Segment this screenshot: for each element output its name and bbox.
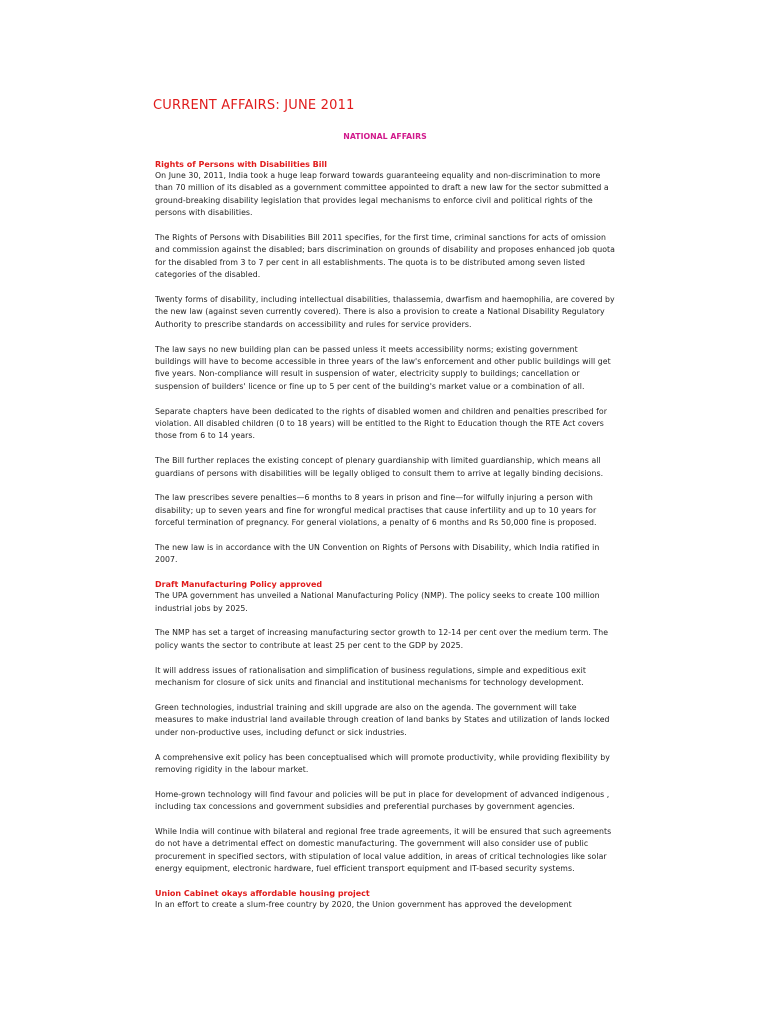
article-paragraph: The law prescribes severe penalties—6 months to 8 years in prison and fine—for wilfully injuring a person with disability; up to seven years and fine for wrongful medical practises that cause infertility and up to 10 years for forceful termination of pregnancy. For general violations, a penalty of 6 months and Rs 50,000 fine is proposed.	[155, 493, 597, 528]
section-heading: NATIONAL AFFAIRS	[343, 132, 427, 141]
article-paragraph: While India will continue with bilateral and regional free trade agreements, it will be ensured that such agreements do not have a detrimental effect on domestic manufacturing. The government will also consider use of public procurement in specified sectors, with stipulation of local value addition, in areas of critical technologies like solar energy equipment, electronic hardware, fuel efficient transport equipment and IT-based security systems.	[155, 826, 612, 874]
article-paragraph: On June 30, 2011, India took a huge leap forward towards guaranteeing equality and non-discrimination to more than 70 million of its disabled as a government committee appointed to draft a new law for the sector submitted a ground-breaking disability legislation that provides legal mechanisms to enforce civil and political rights of the persons with disabilities.	[155, 171, 609, 218]
article-paragraph: It will address issues of rationalisation and simplification of business regulations, simple and expeditious exit mechanism for closure of sick units and financial and institutional mechanisms for technology development.	[155, 665, 586, 688]
article-paragraph: Separate chapters have been dedicated to the rights of disabled women and children and penalties prescribed for violation. All disabled children (0 to 18 years) will be entitled to the Right to Education though the RTE Act covers those from 6 to 14 years.	[155, 406, 608, 441]
article-paragraph: Green technologies, industrial training and skill upgrade are also on the agenda. The government will take measures to make industrial land available through creation of land banks by States and utilization of lands locked under non-productive uses, including defunct or sick industries.	[155, 702, 610, 737]
article	[155, 159, 615, 567]
article-paragraph: The UPA government has unveiled a National Manufacturing Policy (NMP). The policy seeks to create 100 million industrial jobs by 2025.	[155, 591, 600, 613]
document-title: CURRENT AFFAIRS: JUNE 2011	[153, 98, 355, 113]
article-paragraph: The new law is in accordance with the UN Convention on Rights of Persons with Disability, which India ratified in 2007.	[155, 543, 600, 565]
article-paragraph: In an effort to create a slum-free country by 2020, the Union government has approved the development	[155, 899, 572, 909]
article-paragraph: Home-grown technology will find favour and policies will be put in place for development of advanced indigenous , including tax concessions and government subsidies and preferential purchases by government agencies.	[155, 789, 610, 812]
article-paragraph: The NMP has set a target of increasing manufacturing sector growth to 12-14 per cent over the medium term. The policy wants the sector to contribute at least 25 per cent to the GDP by 2025.	[155, 628, 609, 650]
article-paragraph: The Rights of Persons with Disabilities Bill 2011 specifies, for the first time, criminal sanctions for acts of omission and commission against the disabled; bars discrimination on grounds of disability and proposes enhanced job quota for the disabled from 3 to 7 per cent in all establishments. The quota is to be distributed among seven listed categories of the disabled.	[155, 233, 615, 280]
article-heading: Draft Manufacturing Policy approved	[155, 580, 323, 590]
article-heading: Rights of Persons with Disabilities Bill	[155, 160, 327, 169]
article-paragraph: The law says no new building plan can be passed unless it meets accessibility norms; existing government buildings will have to become accessible in three years of the law's enforcement and other public buildings will get five years. Non-compliance will result in suspension of water, electricity supply to buildings; cancellation or suspension of builders' licence or fine up to 5 per cent of the building's market value or a combination of all.	[155, 344, 611, 391]
document-page	[155, 97, 615, 924]
article-paragraph: The Bill further replaces the existing concept of plenary guardianship with limited guardianship, which means all guardians of persons with disabilities will be legally obliged to consult them to arrive at legally binding decisions.	[155, 456, 604, 478]
article-paragraph: Twenty forms of disability, including intellectual disabilities, thalassemia, dwarfism and haemophilia, are covered by the new law (against seven currently covered). There is also a provision to create a National Disability Regulatory Authority to prescribe standards on accessibility and rules for service providers.	[155, 295, 615, 329]
article	[155, 888, 615, 911]
article-paragraph: A comprehensive exit policy has been conceptualised which will promote productivity, while providing flexibility by removing rigidity in the labour market.	[155, 752, 610, 774]
article	[155, 579, 615, 875]
article-heading: Union Cabinet okays affordable housing project	[155, 888, 370, 898]
